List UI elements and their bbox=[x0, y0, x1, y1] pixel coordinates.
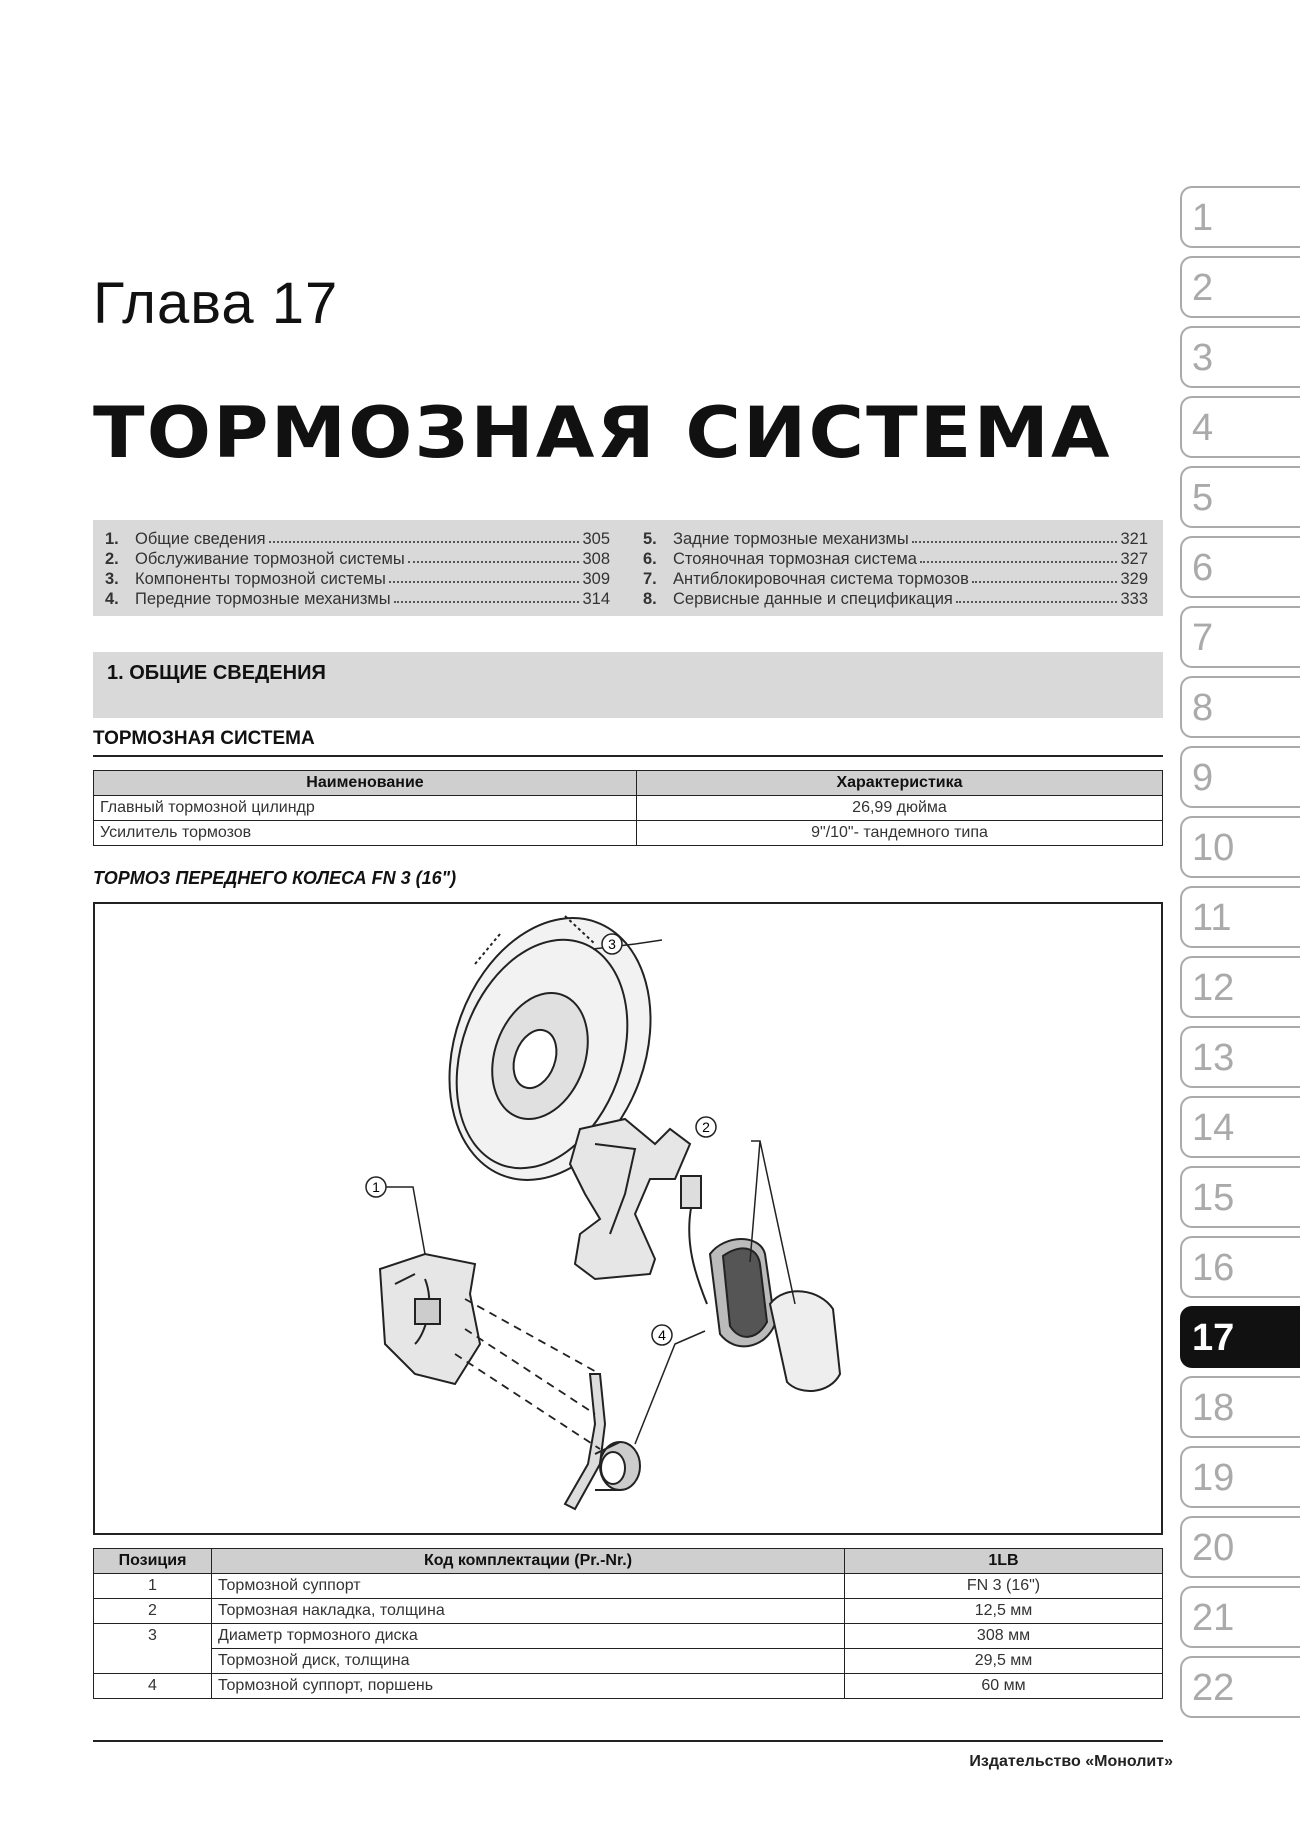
divider bbox=[93, 755, 1163, 757]
chapter-tabs bbox=[1180, 186, 1300, 1726]
chapter-tab[interactable]: 5 bbox=[1180, 466, 1300, 528]
svg-text:3: 3 bbox=[608, 936, 616, 952]
wear-sensor-drawing bbox=[681, 1176, 707, 1304]
chapter-tab[interactable]: 11 bbox=[1180, 886, 1300, 948]
toc-right-column bbox=[643, 529, 1148, 609]
chapter-tab[interactable]: 18 bbox=[1180, 1376, 1300, 1438]
chapter-tab[interactable]: 10 bbox=[1180, 816, 1300, 878]
callout-2 bbox=[696, 1117, 716, 1137]
svg-text:2: 2 bbox=[702, 1119, 710, 1135]
brake-pads-drawing bbox=[710, 1239, 840, 1391]
callout-1 bbox=[366, 1177, 386, 1197]
chapter-tab[interactable]: 13 bbox=[1180, 1026, 1300, 1088]
assembly-lines bbox=[455, 1299, 600, 1449]
chapter-tab[interactable]: 3 bbox=[1180, 326, 1300, 388]
chapter-tab[interactable]: 1 bbox=[1180, 186, 1300, 248]
table-header: 1LB bbox=[845, 1549, 1163, 1574]
brake-diagram-figure bbox=[93, 902, 1163, 1535]
piston-drawing bbox=[565, 1374, 640, 1509]
chapter-tab[interactable]: 12 bbox=[1180, 956, 1300, 1018]
chapter-tab[interactable]: 21 bbox=[1180, 1586, 1300, 1648]
chapter-label: Глава 17 bbox=[93, 271, 339, 336]
table-row: Главный тормозной цилиндр 26,99 дюйма bbox=[94, 796, 1163, 821]
brake-exploded-diagram bbox=[95, 904, 1160, 1532]
table-header: Позиция bbox=[94, 1549, 212, 1574]
chapter-tab-active[interactable]: 17 bbox=[1180, 1306, 1300, 1368]
table-row: 3 Диаметр тормозного диска 308 мм bbox=[94, 1624, 1163, 1649]
callout-3 bbox=[602, 934, 622, 954]
toc-item[interactable]: 7. Антиблокировочная система тормозов 329 bbox=[643, 570, 1148, 588]
table-row: Тормозной диск, толщина 29,5 мм bbox=[94, 1649, 1163, 1674]
brake-caliper-drawing bbox=[380, 1254, 480, 1384]
table-of-contents bbox=[93, 520, 1163, 616]
svg-text:1: 1 bbox=[372, 1179, 380, 1195]
section-heading-band bbox=[93, 652, 1163, 718]
chapter-tab[interactable]: 7 bbox=[1180, 606, 1300, 668]
parts-table bbox=[93, 1548, 1163, 1699]
chapter-tab[interactable]: 14 bbox=[1180, 1096, 1300, 1158]
chapter-tab[interactable]: 20 bbox=[1180, 1516, 1300, 1578]
svg-text:4: 4 bbox=[658, 1327, 666, 1343]
toc-item[interactable]: 4. Передние тормозные механизмы 314 bbox=[105, 590, 610, 608]
toc-item[interactable]: 1. Общие сведения 305 bbox=[105, 530, 610, 548]
table-header: Код комплектации (Pr.-Nr.) bbox=[212, 1549, 845, 1574]
chapter-tab[interactable]: 19 bbox=[1180, 1446, 1300, 1508]
page-title: ТОРМОЗНАЯ СИСТЕМА bbox=[93, 392, 1112, 474]
toc-item[interactable]: 6. Стояночная тормозная система 327 bbox=[643, 550, 1148, 568]
toc-item[interactable]: 8. Сервисные данные и спецификация 333 bbox=[643, 590, 1148, 608]
toc-left-column bbox=[105, 529, 610, 609]
toc-item[interactable]: 3. Компоненты тормозной системы 309 bbox=[105, 570, 610, 588]
table-row: 4 Тормозной суппорт, поршень 60 мм bbox=[94, 1674, 1163, 1699]
chapter-tab[interactable]: 2 bbox=[1180, 256, 1300, 318]
table-header: Наименование bbox=[94, 771, 637, 796]
chapter-tab[interactable]: 6 bbox=[1180, 536, 1300, 598]
subheading-front-brake: ТОРМОЗ ПЕРЕДНЕГО КОЛЕСА FN 3 (16") bbox=[93, 868, 457, 888]
table-row: Усилитель тормозов 9"/10"- тандемного типа bbox=[94, 821, 1163, 846]
publisher-footer: Издательство «Монолит» bbox=[969, 1753, 1173, 1770]
subheading-brake-system: ТОРМОЗНАЯ СИСТЕМА bbox=[93, 728, 315, 749]
chapter-tab[interactable]: 4 bbox=[1180, 396, 1300, 458]
toc-item[interactable]: 2. Обслуживание тормозной системы 308 bbox=[105, 550, 610, 568]
toc-item[interactable]: 5. Задние тормозные механизмы 321 bbox=[643, 530, 1148, 548]
callout-4 bbox=[652, 1325, 672, 1345]
table-header: Характеристика bbox=[637, 771, 1163, 796]
table-row: 2 Тормозная накладка, толщина 12,5 мм bbox=[94, 1599, 1163, 1624]
chapter-tab[interactable]: 22 bbox=[1180, 1656, 1300, 1718]
footer-divider bbox=[93, 1740, 1163, 1742]
chapter-tab[interactable]: 15 bbox=[1180, 1166, 1300, 1228]
brake-spec-table bbox=[93, 770, 1163, 846]
section-heading: 1. ОБЩИЕ СВЕДЕНИЯ bbox=[107, 662, 326, 684]
caliper-bracket-drawing bbox=[570, 1119, 690, 1279]
table-row: 1 Тормозной суппорт FN 3 (16") bbox=[94, 1574, 1163, 1599]
chapter-tab[interactable]: 8 bbox=[1180, 676, 1300, 738]
chapter-tab[interactable]: 16 bbox=[1180, 1236, 1300, 1298]
chapter-tab[interactable]: 9 bbox=[1180, 746, 1300, 808]
